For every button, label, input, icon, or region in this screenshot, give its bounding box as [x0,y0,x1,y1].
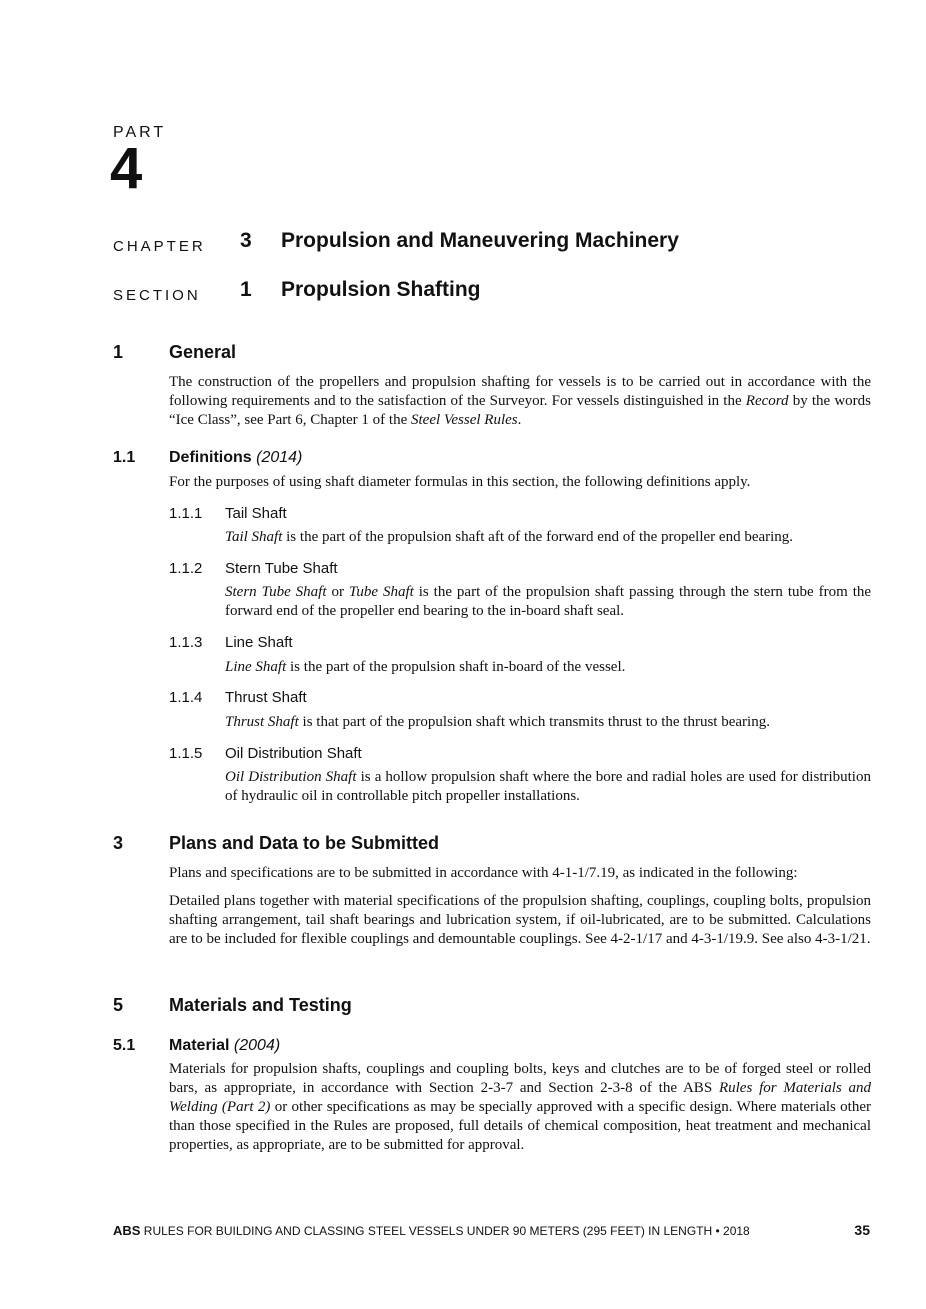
heading-title: Line Shaft [225,634,293,651]
definition-tail-shaft [225,528,871,547]
heading-title: Thrust Shaft [225,689,307,706]
text: is the part of the propulsion shaft passing through the stern tube from the forward end of the propeller end bearing to the in-board shaft seal. [225,584,872,619]
text: is the part of the propulsion shaft aft of the forward end of the propeller end bearing. [282,529,794,545]
part-label: PART [113,124,167,141]
chapter-label: CHAPTER [113,238,206,255]
title-text: Material [169,1037,230,1054]
year-tag: (2014) [256,449,303,466]
page-number: 35 [854,1222,870,1238]
term: Line Shaft [225,659,287,675]
term: Stern Tube Shaft [225,584,327,600]
definition-stern-tube-shaft [225,583,871,621]
heading-title: Oil Distribution Shaft [225,745,362,762]
page-footer [113,1223,870,1238]
definition-line-shaft [225,658,871,677]
heading-title: Plans and Data to be Submitted [169,833,440,853]
heading-number: 5.1 [113,1037,136,1054]
heading-number: 1.1.1 [169,505,203,522]
text: or [326,584,349,600]
heading-number: 1.1 [113,449,136,466]
term: Oil Distribution Shaft [225,769,357,785]
chapter-title: Propulsion and Maneuvering Machinery [281,229,679,252]
heading-number: 1.1.5 [169,745,203,762]
footer-text: RULES FOR BUILDING AND CLASSING STEEL VESSELS UNDER 90 METERS (295 FEET) IN LENGTH • 2018 [143,1224,750,1238]
plans-paragraph-2: Detailed plans together with material specifications of the propulsion shafting, couplings, coupling bolts, propulsion shafting arrangement, tail shaft bearings and lubrication system, if oil-lubricated, are to be submitted. Calculations are to be included for flexible couplings and demountable couplings. See 4-2-1/17 and 4-3-1/19.9. See also 4-3-1/21. [169,893,871,947]
heading-title: Materials and Testing [169,995,352,1015]
text: or other specifications as may be specially approved with a specific design. Where materials other than those specified in the Rules are proposed, full details of chemical composition, heat treatment and mechanical properties, as appropriate, are to be submitted for approval. [169,1099,871,1153]
text: . [517,412,522,428]
title-text: Definitions [169,449,252,466]
term: Thrust Shaft [225,714,299,730]
text: by the words “Ice Class”, see Part 6, Chapter 1 of the [169,393,871,428]
text: is the part of the propulsion shaft in-board of the vessel. [286,659,626,675]
section-label: SECTION [113,287,201,304]
heading-number: 1.1.2 [169,560,203,577]
section-number: 1 [240,278,252,301]
heading-number: 1 [113,342,124,362]
material-paragraph [169,1060,871,1155]
part-number: 4 [110,136,143,201]
heading-title: Stern Tube Shaft [225,560,338,577]
text: is that part of the propulsion shaft which transmits thrust to the thrust bearing. [298,714,770,730]
heading-number: 1.1.4 [169,689,203,706]
chapter-number: 3 [240,229,252,252]
definitions-intro: For the purposes of using shaft diameter formulas in this section, the following definitions apply. [169,474,751,490]
term: Tail Shaft [225,529,283,545]
heading-title: Tail Shaft [225,505,287,522]
heading-title: General [169,342,237,362]
steel-vessel-rules-ref: Steel Vessel Rules [411,412,518,428]
heading-number: 5 [113,995,124,1015]
plans-paragraph-1: Plans and specifications are to be submitted in accordance with 4-1-1/7.19, as indicated in the following: [169,865,798,881]
heading-number: 1.1.3 [169,634,203,651]
section-title: Propulsion Shafting [281,278,481,301]
footer-brand: ABS [113,1223,141,1238]
record-term: Record [745,393,789,409]
text: Materials for propulsion shafts, couplings and coupling bolts, keys and clutches are to be of forged steel or rolled bars, as appropriate, in accordance with Section 2-3-7 and Section 2-3-8 of the ABS [169,1061,871,1096]
term: Tube Shaft [348,584,414,600]
rules-reference: Rules for Materials and Welding (Part 2) [169,1080,871,1115]
heading-title [169,1037,280,1055]
definition-thrust-shaft [225,713,871,732]
heading-title [169,449,302,467]
general-paragraph [169,373,871,430]
definition-oil-distribution-shaft [225,768,871,806]
text: is a hollow propulsion shaft where the bore and radial holes are used for distribution of hydraulic oil in controllable pitch propeller installations. [225,769,871,804]
heading-number: 3 [113,833,124,853]
text: The construction of the propellers and propulsion shafting for vessels is to be carried out in accordance with the following requirements and to the satisfaction of the Surveyor. For vessels distinguished in the [169,374,871,409]
year-tag: (2004) [233,1037,281,1054]
